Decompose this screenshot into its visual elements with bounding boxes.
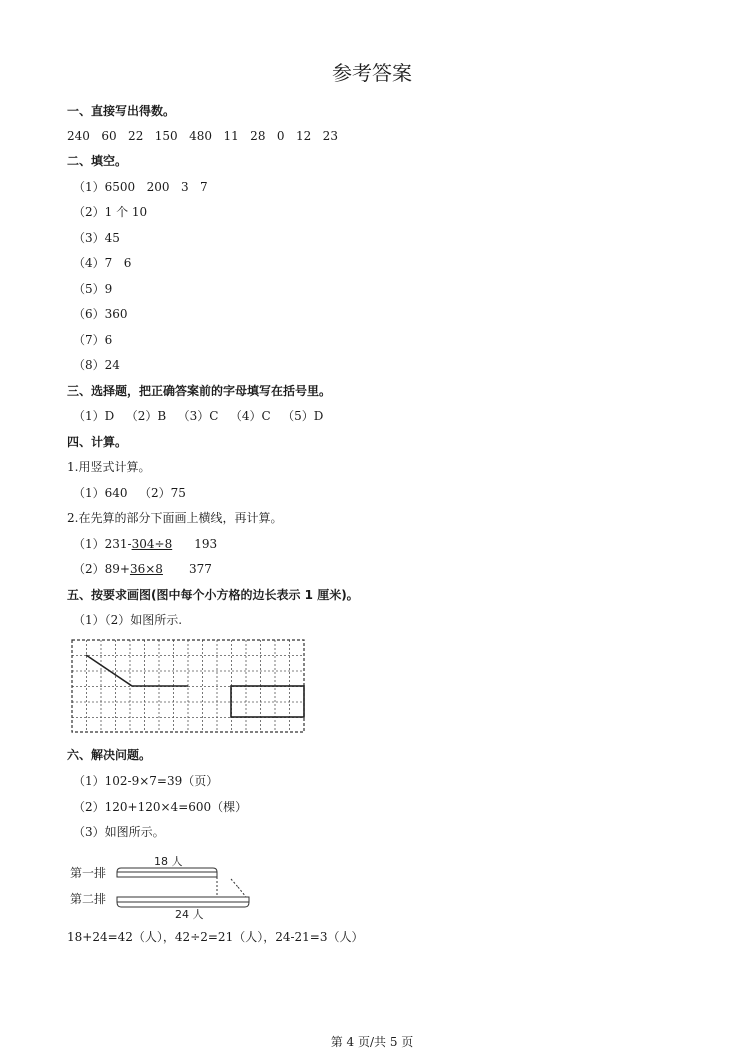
segment-diagram — [68, 852, 258, 922]
solve-answer-2: （2）120+120×4=600（棵） — [73, 800, 248, 814]
drawn-rectangle — [231, 686, 304, 717]
final-answer: 18+24=42（人），42÷2=21（人），24-21=3（人） — [67, 930, 364, 944]
section-3-heading: 三、选择题，把正确答案前的字母填写在括号里。 — [67, 384, 332, 398]
row1-label: 第一排 — [70, 866, 107, 880]
underlined-part: 304÷8 — [131, 537, 173, 551]
calc-sub-heading-1: 1.用竖式计算。 — [67, 460, 151, 474]
grid-figure — [70, 638, 306, 734]
calc-sub-heading-2: 2.在先算的部分下面画上横线，再计算。 — [67, 511, 283, 525]
calc-expression-1 — [73, 536, 217, 552]
expression-result: 377 — [188, 562, 212, 576]
calc-expression-2 — [73, 561, 212, 577]
fill-answer-7: （7）6 — [73, 333, 113, 347]
fill-answer-1: （1）6500 200 3 7 — [73, 180, 208, 194]
section-4-heading: 四、计算。 — [67, 435, 128, 449]
expression-prefix: （2）89+ — [73, 562, 130, 576]
top-label: 18 人 — [154, 855, 183, 868]
solve-answer-3: （3）如图所示。 — [73, 825, 165, 839]
row1-bar — [117, 872, 217, 877]
row2-label: 第二排 — [70, 892, 107, 906]
page-footer: 第 4 页/共 5 页 — [330, 1035, 414, 1049]
calc-answers-1: （1）640 （2）75 — [73, 486, 186, 500]
bottom-label: 24 人 — [175, 908, 204, 921]
expression-result: 193 — [194, 537, 218, 551]
underlined-part: 36×8 — [129, 562, 163, 576]
fill-answer-6: （6）360 — [73, 307, 128, 321]
section-3-answers: （1）D （2）B （3）C （4）C （5）D — [73, 409, 324, 423]
drawing-note: （1）（2）如图所示. — [73, 613, 183, 627]
section-1-heading: 一、直接写出得数。 — [67, 104, 176, 118]
fill-answer-3: （3）45 — [73, 231, 120, 245]
page-title: 参考答案 — [332, 61, 412, 85]
section-6-heading: 六、解决问题。 — [67, 748, 152, 762]
section-2-heading: 二、填空。 — [67, 154, 128, 168]
section-5-heading: 五、按要求画图(图中每个小方格的边长表示 1 厘米)。 — [67, 588, 359, 602]
fill-answer-5: （5）9 — [73, 282, 113, 296]
fill-answer-4: （4）7 6 — [73, 256, 132, 270]
solve-answer-1: （1）102-9×7=39（页） — [73, 774, 219, 788]
section-1-answers: 240 60 22 150 480 11 28 0 12 23 — [67, 129, 338, 143]
expression-prefix: （1）231- — [73, 537, 132, 551]
fill-answer-8: （8）24 — [73, 358, 120, 372]
row2-bar — [117, 897, 249, 902]
fill-answer-2: （2）1 个 10 — [73, 205, 148, 219]
